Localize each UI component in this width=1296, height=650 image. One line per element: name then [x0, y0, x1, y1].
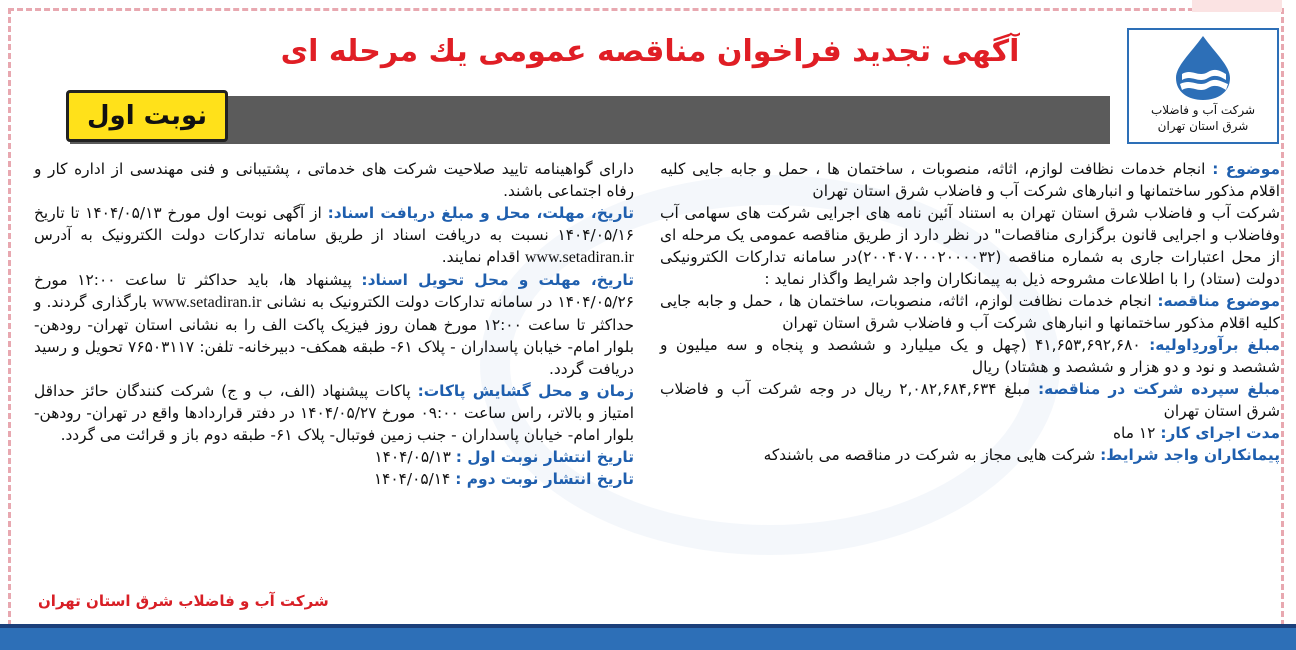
round-badge: نوبت اول	[66, 90, 228, 142]
delivery-label: تاریخ، مهلت و محل تحویل اسناد:	[361, 271, 634, 289]
tender-subject-label: موضوع مناقصه:	[1157, 292, 1280, 310]
eligible-text: شرکت هایی مجاز به شرکت در مناقصه می باشندکه	[763, 446, 1096, 464]
tender-subject-text: انجام خدمات نظافت لوازم، اثاثه، منصوبات، ساختمان ها ، حمل و جابه جایی کلیه اقلام مذکور ساختمانها و انبارهای شرکت آب و فاضلاب شرق استان تهران	[660, 292, 1280, 332]
corner-publisher-logo	[1192, 0, 1282, 12]
company-logo-box	[1127, 28, 1279, 144]
opening-text: پاکات پیشنهاد (الف، ب و ج) شرکت کنندگان حائز حداقل امتیاز و بالاتر، راس ساعت ۰۹:۰۰ مورخ ۱۴۰۴/۰۵/۲۷ در دفتر قراردادها واقع در تهران- رودهن- بلوار امام- خیابان پاسداران - جنب زمین فوتبال- پلاک ۶۱- طبقه دوم باز و قرائت می گردد.	[34, 382, 634, 444]
duration-text: ۱۲ ماه	[1112, 424, 1156, 442]
pub1-label: تاریخ انتشار نوبت اول :	[455, 448, 634, 466]
delivery-text: پیشنهاد ها، باید حداکثر تا ساعت ۱۲:۰۰ مورخ ۱۴۰۴/۰۵/۲۶ در سامانه تدارکات دولت الکترونیک به نشانی	[34, 271, 634, 311]
delivery-text-end: بارگذاری گردند. و حداکثر تا ساعت ۱۲:۰۰ مورخ همان روز فیزیک پاکت الف را به نشانی استان تهران- رودهن- بلوار امام- خیابان پاسداران - پلاک ۶۱- طبقه همکف- دبیرخانه- تلفن: ۷۶۵۰۳۱۱۷ تحویل و رسید دریافت گردد.	[34, 293, 634, 378]
right-column	[660, 158, 1280, 466]
deposit-label: مبلغ سپرده شرکت در مناقصه:	[1038, 380, 1280, 398]
estimate-text: ۴۱,۶۵۳,۶۹۲,۶۸۰ (چهل و یک میلیارد و ششصد و پنجاه و سه میلیون و ششصد و نود و دو هزار و ششصد و هشتاد) ریال	[660, 336, 1280, 376]
pub1-date: ۱۴۰۴/۰۵/۱۳	[374, 448, 451, 466]
pub2-date: ۱۴۰۴/۰۵/۱۴	[373, 470, 451, 488]
estimate-label: مبلغ برآوردِاولیه:	[1149, 336, 1280, 354]
docs-text: از آگهی نوبت اول مورخ ۱۴۰۴/۰۵/۱۳ تا تاریخ ۱۴۰۴/۰۵/۱۶ نسبت به دریافت اسناد از طریق سامانه تدارکات دولت الکترونیک به آدرس	[34, 204, 634, 244]
page-title: آگهی تجدید فراخوان مناقصه عمومی یك مرحله ای	[280, 34, 1020, 69]
intro-text: شرکت آب و فاضلاب شرق استان تهران به استناد آئین نامه های اجرایی شرکت های سهامی آب وفاضلاب و اجرایی قانون برگزاری مناقصات" در نظر دارد از طریق مناقصه عمومی یک مرحله ای از محل اعتبارات جاری به شماره مناقصه (۲۰۰۴۰۷۰۰۰۲۰۰۰۰۳۲)در سامانه تدارکات الکترونیکی دولت (ستاد) را با اطلاعات مشروحه ذیل به پیمانکاران واجد شرایط واگذار نماید :	[660, 204, 1280, 288]
water-drop-waves-icon	[1168, 34, 1238, 102]
opening-label: زمان و محل گشایش پاکات:	[417, 382, 634, 400]
subject-text: انجام خدمات نظافت لوازم، اثاثه، منصوبات ، ساختمان ها ، حمل و جابه جایی کلیه اقلام مذکور ساختمانها و انبارهای شرکت آب و فاضلاب شرق استان تهران	[660, 160, 1280, 200]
logo-text-line1: شرکت آب و فاضلاب	[1150, 103, 1256, 117]
docs-text-end: اقدام نمایند.	[441, 248, 520, 266]
logo-text-line2: شرق استان تهران	[1157, 119, 1249, 133]
delivery-url-link[interactable]: www.setadiran.ir	[152, 294, 262, 311]
docs-url-link[interactable]: www.setadiran.ir	[524, 249, 634, 266]
docs-label: تاریخ، مهلت، محل و مبلغ دریافت اسناد:	[327, 204, 635, 222]
company-signature: شرکت آب و فاضلاب شرق استان تهران	[38, 592, 329, 610]
subject-label: موضوع :	[1212, 160, 1280, 178]
left-column	[34, 158, 634, 490]
deposit-text: مبلغ ۲,۰۸۲,۶۸۴,۶۳۴ ریال در وجه شرکت آب و فاضلاب شرق استان تهران	[660, 380, 1280, 420]
eligible-label: پیمانکاران واجد شرایط:	[1100, 446, 1280, 464]
continuation-text: دارای گواهینامه تایید صلاحیت شرکت های خدماتی ، پشتیبانی و فنی مهندسی از اداره کار و رفاه اجتماعی باشند.	[34, 160, 634, 200]
pub2-label: تاریخ انتشار نوبت دوم :	[455, 470, 634, 488]
duration-label: مدت اجرای کار:	[1160, 424, 1280, 442]
bottom-bar	[0, 624, 1296, 650]
